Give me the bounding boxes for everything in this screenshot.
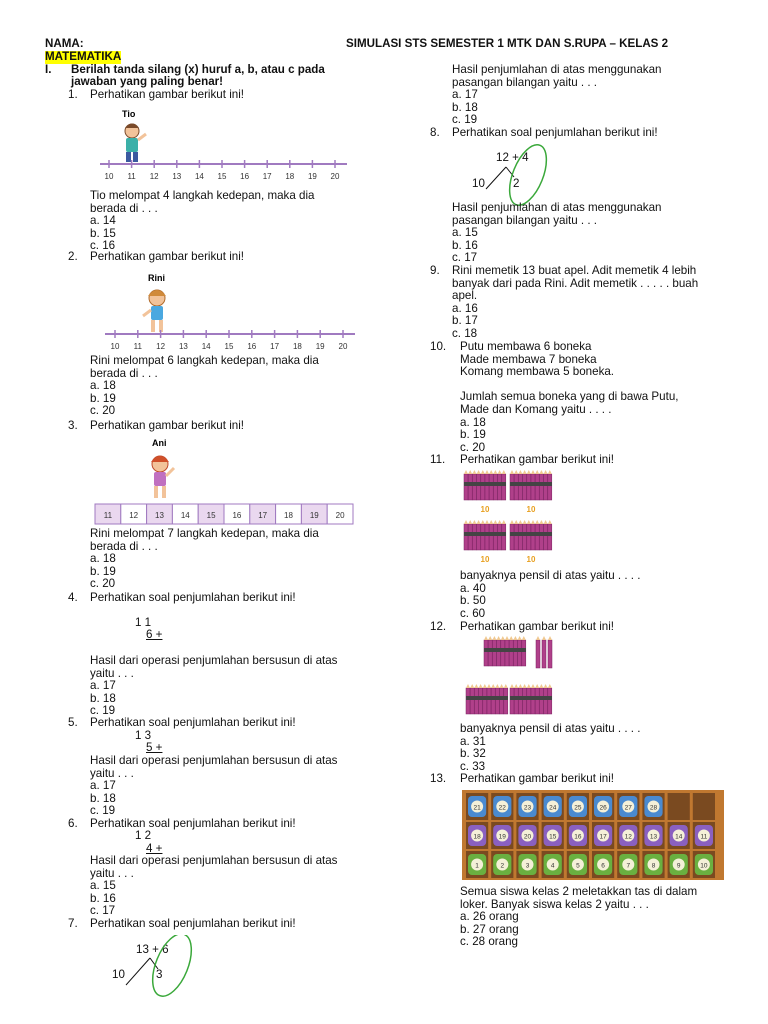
q11-pencil-icon [502, 474, 506, 500]
q12-pencil-icon [501, 640, 505, 666]
q11-option-c[interactable]: c. 60 [460, 606, 486, 620]
q4-text-1: Hasil dari operasi penjumlahan bersusun di atas [90, 654, 338, 667]
q12-pencil-icon [504, 688, 508, 714]
q1-tick-label: 10 [104, 172, 114, 181]
q2-tick-label: 18 [292, 342, 302, 351]
q11-pencil-icon [468, 524, 472, 550]
q1-number-line-figure [95, 104, 355, 184]
q6-text-1: Hasil dari operasi penjumlahan bersusun di atas [90, 854, 338, 867]
q2-tick-label: 12 [156, 342, 166, 351]
q2-tick-label: 11 [133, 342, 142, 351]
q13-bag-number: 8 [651, 862, 656, 870]
q13-bag-number: 11 [700, 833, 708, 841]
girl-figure-icon [143, 290, 166, 332]
q3-track-label: 19 [309, 511, 319, 520]
q12-pencil-icon [531, 688, 535, 714]
q13-locker-cell [668, 793, 690, 820]
q9-option-a[interactable]: a. 16 [452, 301, 478, 315]
q7-text-2: pasangan bilangan yaitu . . . [452, 75, 598, 89]
q11-pencil-icon [481, 474, 485, 500]
q7-sum: 13 + 6 [136, 943, 169, 956]
q11-pencil-icon [489, 474, 493, 500]
q10-option-b[interactable]: b. 19 [460, 428, 486, 442]
q11-pencil-icon [477, 524, 481, 550]
q11-pencil-icon [493, 474, 497, 500]
q11-pencil-bundles-figure [462, 468, 562, 568]
q11-option-a[interactable]: a. 40 [460, 581, 486, 595]
q3-track-label: 11 [103, 511, 113, 520]
q2-tick-label: 16 [247, 342, 257, 351]
q13-bag-number: 19 [498, 833, 506, 841]
q4-option-c[interactable]: c. 19 [90, 704, 116, 718]
q12-pencil-icon [542, 640, 546, 668]
q13-bag-number: 7 [626, 862, 631, 870]
q11-pencil-icon [539, 524, 543, 550]
q11-pencil-icon [548, 524, 552, 550]
q3-number: 3. [68, 419, 78, 432]
q3-option-a[interactable]: a. 18 [90, 552, 116, 566]
q11-pencil-icon [544, 524, 548, 550]
q11-pencil-icon [502, 524, 506, 550]
q11-pencil-icon [531, 474, 535, 500]
q1-tick-label: 17 [262, 172, 272, 181]
q4-text-2: yaitu . . . [90, 666, 134, 680]
q11-pencil-icon [514, 474, 518, 500]
q3-character-name: Ani [152, 438, 167, 448]
q11-pencil-icon [514, 524, 518, 550]
q5-prompt: Perhatikan soal penjumlahan berikut ini! [90, 716, 296, 729]
q11-bundle-label: 10 [480, 555, 490, 564]
q12-text: banyaknya pensil di atas yaitu . . . . [460, 722, 641, 735]
q5-option-a[interactable]: a. 17 [90, 779, 116, 793]
q2-tick-label: 10 [110, 342, 120, 351]
q12-pencil-icon [510, 688, 514, 714]
q12-number: 12. [430, 620, 447, 633]
q2-number: 2. [68, 250, 78, 263]
q2-tick-label: 13 [178, 342, 188, 351]
q12-pencil-icon [535, 688, 539, 714]
q5-option-b[interactable]: b. 18 [90, 791, 116, 805]
q10-text-1: Putu membawa 6 boneka [460, 340, 592, 353]
q4-addend-bottom: 6 + [146, 628, 163, 641]
q1-tick-label: 12 [149, 172, 159, 181]
q13-option-c[interactable]: c. 28 orang [460, 935, 519, 949]
q2-tick-label: 15 [224, 342, 234, 351]
q11-pencil-icon [481, 524, 485, 550]
q13-bag-number: 10 [700, 862, 708, 870]
q11-pencil-icon [489, 524, 493, 550]
q5-number: 5. [68, 716, 78, 729]
q3-track-label: 20 [335, 511, 345, 520]
q6-option-a[interactable]: a. 15 [90, 879, 116, 893]
q11-bundle-label: 10 [480, 505, 490, 514]
q12-bundle-band [510, 696, 552, 700]
q1-text-1: Tio melompat 4 langkah kedepan, maka dia [90, 189, 315, 202]
q10-text-5: Made dan Komang yaitu . . . . [460, 402, 612, 416]
q1-tick-label: 15 [217, 172, 227, 181]
q7-pair-left: 10 [112, 968, 125, 981]
q12-pencil-icon [505, 640, 509, 666]
q13-bag-number: 26 [599, 804, 607, 812]
instruction-line-2: jawaban yang paling benar! [71, 75, 224, 88]
q10-text-3: Komang membawa 5 boneka. [460, 365, 615, 379]
q5-addend-bottom: 5 + [146, 741, 163, 754]
q11-pencil-icon [539, 474, 543, 500]
q2-tick-label: 19 [315, 342, 325, 351]
q11-pencil-icon [535, 524, 539, 550]
q6-addend-top: 1 2 [135, 829, 152, 842]
q11-pencil-icon [548, 474, 552, 500]
q1-prompt: Perhatikan gambar berikut ini! [90, 88, 245, 101]
q9-text-3: apel. [452, 289, 478, 303]
q3-text-2: berada di . . . [90, 539, 158, 553]
q13-bag-number: 20 [523, 833, 532, 841]
q7-option-a[interactable]: a. 17 [452, 88, 478, 102]
q10-text-2: Made membawa 7 boneka [460, 352, 597, 366]
q13-bag-number: 23 [523, 804, 532, 812]
q11-pencil-icon [472, 524, 476, 550]
q2-option-c[interactable]: c. 20 [90, 404, 116, 418]
q11-bundle-band [510, 532, 552, 536]
q4-number: 4. [68, 591, 78, 604]
q9-option-b[interactable]: b. 17 [452, 314, 478, 328]
q11-pencil-icon [531, 524, 535, 550]
q1-option-c[interactable]: c. 16 [90, 239, 116, 253]
q11-pencil-icon [468, 474, 472, 500]
q9-number: 9. [430, 264, 440, 277]
q3-option-b[interactable]: b. 19 [90, 564, 116, 578]
q6-prompt: Perhatikan soal penjumlahan berikut ini! [90, 817, 296, 830]
q13-bag-number: 5 [576, 862, 580, 870]
q12-pencil-icon [513, 640, 517, 666]
q3-track-label: 15 [206, 511, 216, 520]
q10-option-a[interactable]: a. 18 [460, 415, 486, 429]
q10-option-c[interactable]: c. 20 [460, 440, 486, 454]
q1-tick-label: 20 [330, 172, 340, 181]
q12-bundle-band [484, 648, 526, 652]
q13-bag-number: 16 [574, 833, 582, 841]
q12-pencil-icon [466, 688, 470, 714]
q13-locker-cell [693, 793, 715, 820]
q11-bundle-label: 10 [526, 555, 536, 564]
q6-text-2: yaitu . . . [90, 866, 134, 880]
q13-bag-number: 6 [601, 862, 605, 870]
q12-pencil-icon [527, 688, 531, 714]
q2-prompt: Perhatikan gambar berikut ini! [90, 250, 245, 263]
q2-number-line-figure [100, 268, 360, 352]
q1-tick-label: 13 [172, 172, 182, 181]
q4-prompt: Perhatikan soal penjumlahan berikut ini! [90, 591, 296, 604]
q3-track-label: 14 [180, 511, 190, 520]
q5-addend-top: 1 3 [135, 729, 152, 742]
q12-pencil-icon [518, 640, 522, 666]
q4-option-a[interactable]: a. 17 [90, 679, 116, 693]
q12-pencil-icon [487, 688, 491, 714]
q13-bag-number: 1 [475, 862, 479, 870]
q12-pencil-icon [523, 688, 527, 714]
q8-pair-left: 10 [472, 177, 485, 190]
q10-text-4: Jumlah semua boneka yang di bawa Putu, [460, 390, 679, 404]
q8-text-1: Hasil penjumlahan di atas menggunakan [452, 201, 662, 214]
q11-number: 11. [430, 453, 446, 466]
q11-pencil-icon [527, 474, 531, 500]
q11-pencil-icon [498, 524, 502, 550]
q13-bag-number: 12 [624, 833, 632, 841]
q11-pencil-icon [510, 474, 514, 500]
q13-option-a[interactable]: a. 26 orang [460, 910, 519, 924]
q11-pencil-icon [510, 524, 514, 550]
q11-pencil-icon [493, 524, 497, 550]
q13-bag-number: 14 [675, 833, 683, 841]
q11-option-b[interactable]: b. 50 [460, 594, 486, 608]
q12-pencil-icon [479, 688, 483, 714]
q1-tick-label: 18 [285, 172, 295, 181]
q8-prompt: Perhatikan soal penjumlahan berikut ini! [452, 126, 658, 139]
q7-option-c[interactable]: c. 19 [452, 113, 478, 127]
q12-pencil-icon [497, 640, 501, 666]
q3-track-label: 16 [232, 511, 242, 520]
q12-pencil-icon [514, 688, 518, 714]
q11-pencil-icon [523, 474, 527, 500]
q2-tick-label: 20 [338, 342, 348, 351]
q2-tick-label: 17 [270, 342, 280, 351]
q3-prompt: Perhatikan gambar berikut ini! [90, 419, 245, 432]
q13-bag-number: 2 [500, 862, 505, 870]
q11-pencil-icon [518, 474, 522, 500]
q9-option-c[interactable]: c. 18 [452, 326, 478, 340]
girl-figure-icon [151, 456, 174, 498]
q11-pencil-icon [527, 524, 531, 550]
q12-pencil-icon [548, 688, 552, 714]
q2-option-b[interactable]: b. 19 [90, 391, 116, 405]
section-numeral: I. [45, 63, 52, 76]
q11-bundle-label: 10 [526, 505, 536, 514]
q1-character-name: Tio [122, 109, 136, 119]
q1-text-2: berada di . . . [90, 201, 158, 215]
q3-text-1: Rini melompat 7 langkah kedepan, maka dia [90, 527, 319, 540]
q1-tick-label: 16 [240, 172, 250, 181]
name-label: NAMA: [45, 37, 84, 50]
subject-label: MATEMATIKA [45, 50, 122, 63]
q12-prompt: Perhatikan gambar berikut ini! [460, 620, 615, 633]
q11-pencil-icon [518, 524, 522, 550]
q13-bag-number: 27 [624, 804, 632, 812]
q9-text-1: Rini memetik 13 buat apel. Adit memetik 4 lebih [452, 264, 697, 277]
q5-option-c[interactable]: c. 19 [90, 804, 116, 818]
q12-pencil-icon [483, 688, 487, 714]
q7-text-1: Hasil penjumlahan di atas menggunakan [452, 63, 662, 76]
q1-tick-label: 11 [127, 172, 136, 181]
q13-text-1: Semua siswa kelas 2 meletakkan tas di dalam [460, 885, 698, 898]
q13-bag-number: 13 [649, 833, 658, 841]
q11-pencil-icon [544, 474, 548, 500]
q13-prompt: Perhatikan gambar berikut ini! [460, 772, 615, 785]
q12-pencil-icon [544, 688, 548, 714]
q3-number-track-figure [92, 436, 358, 528]
q3-track-label: 18 [284, 511, 293, 520]
q12-pencil-icon [522, 640, 526, 666]
q11-pencil-icon [498, 474, 502, 500]
q3-track-label: 17 [258, 511, 268, 520]
q12-pencil-icon [470, 688, 474, 714]
q13-bag-number: 22 [498, 804, 506, 812]
q11-pencil-icon [477, 474, 481, 500]
q11-pencil-icon [485, 474, 489, 500]
q12-bundle-band [466, 696, 508, 700]
q2-character-name: Rini [148, 273, 165, 283]
q11-pencil-icon [464, 474, 468, 500]
q12-option-a[interactable]: a. 31 [460, 734, 486, 748]
q2-option-a[interactable]: a. 18 [90, 379, 116, 393]
q13-bag-number: 25 [574, 804, 582, 812]
q8-option-a[interactable]: a. 15 [452, 226, 478, 240]
q6-option-c[interactable]: c. 17 [90, 904, 116, 918]
q1-option-b[interactable]: b. 15 [90, 226, 116, 240]
q8-option-b[interactable]: b. 16 [452, 238, 478, 252]
q13-text-2: loker. Banyak siswa kelas 2 yaitu . . . [460, 897, 649, 911]
q1-tick-label: 19 [307, 172, 317, 181]
q12-pencil-icon [536, 640, 540, 668]
q8-option-c[interactable]: c. 17 [452, 251, 478, 265]
q8-number: 8. [430, 126, 440, 139]
q6-option-b[interactable]: b. 16 [90, 891, 116, 905]
q11-prompt: Perhatikan gambar berikut ini! [460, 453, 615, 466]
q12-pencil-icon [488, 640, 492, 666]
q11-pencil-icon [523, 524, 527, 550]
q13-bag-number: 15 [549, 833, 557, 841]
q13-number: 13. [430, 772, 447, 785]
q13-bag-number: 3 [525, 862, 530, 870]
q13-bag-number: 28 [649, 804, 658, 812]
q11-bundle-band [464, 532, 506, 536]
q3-track-label: 12 [129, 511, 139, 520]
q12-pencil-icon [491, 688, 495, 714]
q12-pencil-figure [462, 634, 582, 720]
q6-number: 6. [68, 817, 78, 830]
q7-pair-right: 3 [156, 968, 163, 981]
q1-tick-label: 14 [194, 172, 204, 181]
q1-option-a[interactable]: a. 14 [90, 214, 116, 228]
q12-option-b[interactable]: b. 32 [460, 747, 486, 761]
q13-bag-number: 18 [473, 833, 481, 841]
boy-figure-icon [125, 124, 146, 163]
q4-addend-top: 1 1 [135, 616, 152, 629]
q13-bag-number: 4 [550, 862, 555, 870]
q13-locker-figure [462, 790, 724, 880]
q11-bundle-band [510, 482, 552, 486]
q7-prompt: Perhatikan soal penjumlahan berikut ini! [90, 917, 296, 930]
q11-text: banyaknya pensil di atas yaitu . . . . [460, 569, 641, 582]
q13-bag-number: 9 [676, 862, 681, 870]
q13-option-b[interactable]: b. 27 orang [460, 922, 519, 936]
q2-tick-label: 14 [201, 342, 211, 351]
q11-pencil-icon [464, 524, 468, 550]
q8-sum: 12 + 4 [496, 151, 529, 164]
q6-addend-bottom: 4 + [146, 842, 163, 855]
document-title: SIMULASI STS SEMESTER 1 MTK DAN S.RUPA – KELAS 2 [346, 37, 669, 50]
q12-pencil-icon [539, 688, 543, 714]
q2-text-2: berada di . . . [90, 366, 158, 380]
q13-bag-number: 17 [599, 833, 607, 841]
q12-pencil-icon [492, 640, 496, 666]
q12-pencil-icon [474, 688, 478, 714]
q11-pencil-icon [472, 474, 476, 500]
q10-number: 10. [430, 340, 447, 353]
q13-bag-number: 24 [549, 804, 557, 812]
q11-bundle-band [464, 482, 506, 486]
q12-pencil-icon [518, 688, 522, 714]
q1-number: 1. [68, 88, 78, 101]
q11-pencil-icon [535, 474, 539, 500]
q5-text-1: Hasil dari operasi penjumlahan bersusun di atas [90, 754, 338, 767]
q4-option-b[interactable]: b. 18 [90, 691, 116, 705]
q12-pencil-icon [509, 640, 513, 666]
q2-text-1: Rini melompat 6 langkah kedepan, maka dia [90, 354, 319, 367]
q12-pencil-icon [548, 640, 552, 668]
q12-pencil-icon [484, 640, 488, 666]
q13-bag-number: 21 [473, 804, 481, 812]
q11-pencil-icon [485, 524, 489, 550]
q7-decomposition-marks [120, 935, 200, 1005]
q12-pencil-icon [500, 688, 504, 714]
q12-option-c[interactable]: c. 33 [460, 759, 486, 773]
q5-text-2: yaitu . . . [90, 766, 134, 780]
q7-answer-circle [145, 935, 199, 1002]
q9-text-2: banyak dari pada Rini. Adit memetik . . . . . buah [452, 276, 699, 290]
q12-pencil-icon [495, 688, 499, 714]
instruction-line-1: Berilah tanda silang (x) huruf a, b, atau c pada [71, 63, 325, 76]
q8-pair-right: 2 [513, 177, 520, 190]
q3-option-c[interactable]: c. 20 [90, 577, 116, 591]
q8-text-2: pasangan bilangan yaitu . . . [452, 213, 598, 227]
q7-option-b[interactable]: b. 18 [452, 100, 478, 114]
q3-track-label: 13 [155, 511, 164, 520]
q7-number: 7. [68, 917, 78, 930]
